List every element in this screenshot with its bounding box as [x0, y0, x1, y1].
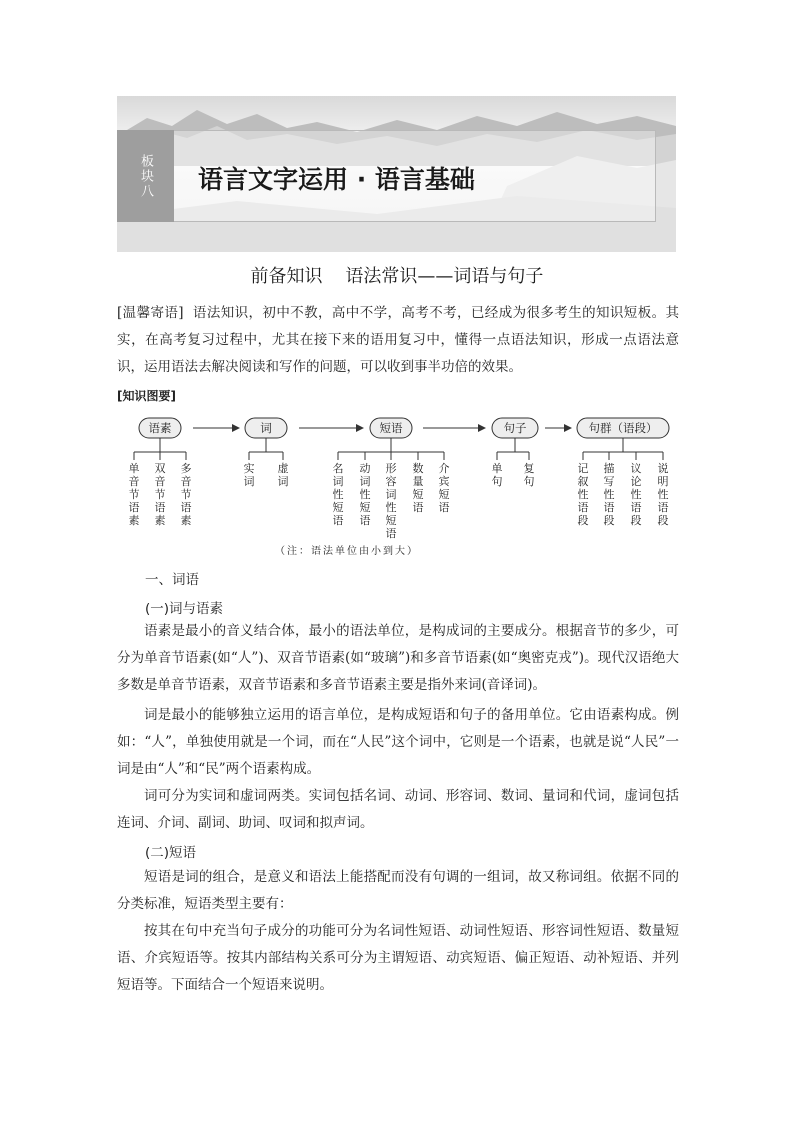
leaf-语素-2: 多音节语素 — [180, 462, 192, 527]
leaf-句群-2: 议论性语段 — [630, 462, 642, 527]
section-heading-1b: (二)短语 — [145, 845, 197, 861]
leaf-语素-1: 双音节语素 — [154, 462, 166, 527]
section-heading-1a: (一)词与语素 — [145, 601, 224, 617]
paragraph-phrase-types: 按其在句中充当句子成分的功能可分为名词性短语、动词性短语、形容词性短语、数量短语、介宾短语等。按其内部结构关系可分为主谓短语、动宾短语、偏正短语、动补短语、并列短语等。下面结合一个短语来说明。 — [117, 923, 679, 993]
node-morpheme: 语素 — [148, 421, 172, 435]
page-subtitle: 前备知识 语法常识——词语与句子 — [250, 266, 544, 287]
paragraph-word-types: 词可分为实词和虚词两类。实词包括名词、动词、形容词、数词、量词和代词，虚词包括连词、介词、副词、助词、叹词和拟声词。 — [117, 788, 679, 831]
leaf-句子-0: 单句 — [491, 462, 503, 488]
leaf-短语-3: 数量短语 — [412, 462, 424, 514]
node-phrase: 短语 — [379, 421, 403, 435]
knowledge-tree — [117, 410, 677, 570]
node-sentence: 句子 — [503, 421, 527, 435]
leaf-语素-0: 单音节语素 — [128, 462, 140, 527]
leaf-短语-2: 形容词性短语 — [385, 462, 397, 540]
node-sentence-group: 句群（语段） — [588, 421, 658, 435]
section-tag-label: 板块八 — [138, 153, 153, 199]
leaf-句子-1: 复句 — [523, 462, 535, 488]
tree-note: （注：语法单位由小到大） — [275, 546, 419, 557]
leaf-词-0: 实词 — [243, 462, 255, 488]
block-title: 语言文字运用 · 语言基础 — [198, 165, 475, 194]
leaf-短语-4: 介宾短语 — [438, 462, 450, 514]
paragraph-morpheme: 语素是最小的音义结合体，最小的语法单位，是构成词的主要成分。根据音节的多少，可分为单音节语素(如“人”)、双音节语素(如“玻璃”)和多音节语素(如“奥密克戎”)。现代汉语绝大多数是单音节语素，双音节语素和多音节语素主要是指外来词(音译词)。 — [117, 623, 679, 693]
leaf-句群-1: 描写性语段 — [603, 462, 615, 527]
leaf-短语-1: 动词性短语 — [359, 462, 371, 527]
tip-text: 语法知识，初中不教，高中不学，高考不考，已经成为很多考生的知识短板。其实，在高考复习过程中，尤其在接下来的语用复习中，懂得一点语法知识，形成一点语法意识，运用语法去解决阅读和写作的问题，可以收到事半功倍的效果。 — [117, 305, 679, 375]
section-tag — [117, 130, 174, 222]
tip-paragraph — [117, 300, 679, 381]
leaf-句群-3: 说明性语段 — [657, 462, 669, 527]
section-heading-1: 一、词语 — [145, 572, 199, 588]
tip-label: [温馨寄语] — [117, 305, 184, 321]
leaf-短语-0: 名词性短语 — [332, 462, 344, 527]
leaf-句群-0: 记叙性语段 — [577, 462, 589, 527]
node-word: 词 — [260, 421, 272, 435]
leaf-词-1: 虚词 — [277, 462, 289, 488]
paragraph-phrase: 短语是词的组合，是意义和语法上能搭配而没有句调的一组词，故又称词组。依据不同的分类标准，短语类型主要有： — [117, 869, 679, 912]
map-label: [知识图要] — [117, 389, 176, 403]
paragraph-word: 词是最小的能够独立运用的语言单位，是构成短语和句子的备用单位。它由语素构成。例如：“人”，单独使用就是一个词，而在“人民”这个词中，它则是一个语素，也就是说“人民”一词是由“人”和“民”两个语素构成。 — [117, 707, 679, 777]
